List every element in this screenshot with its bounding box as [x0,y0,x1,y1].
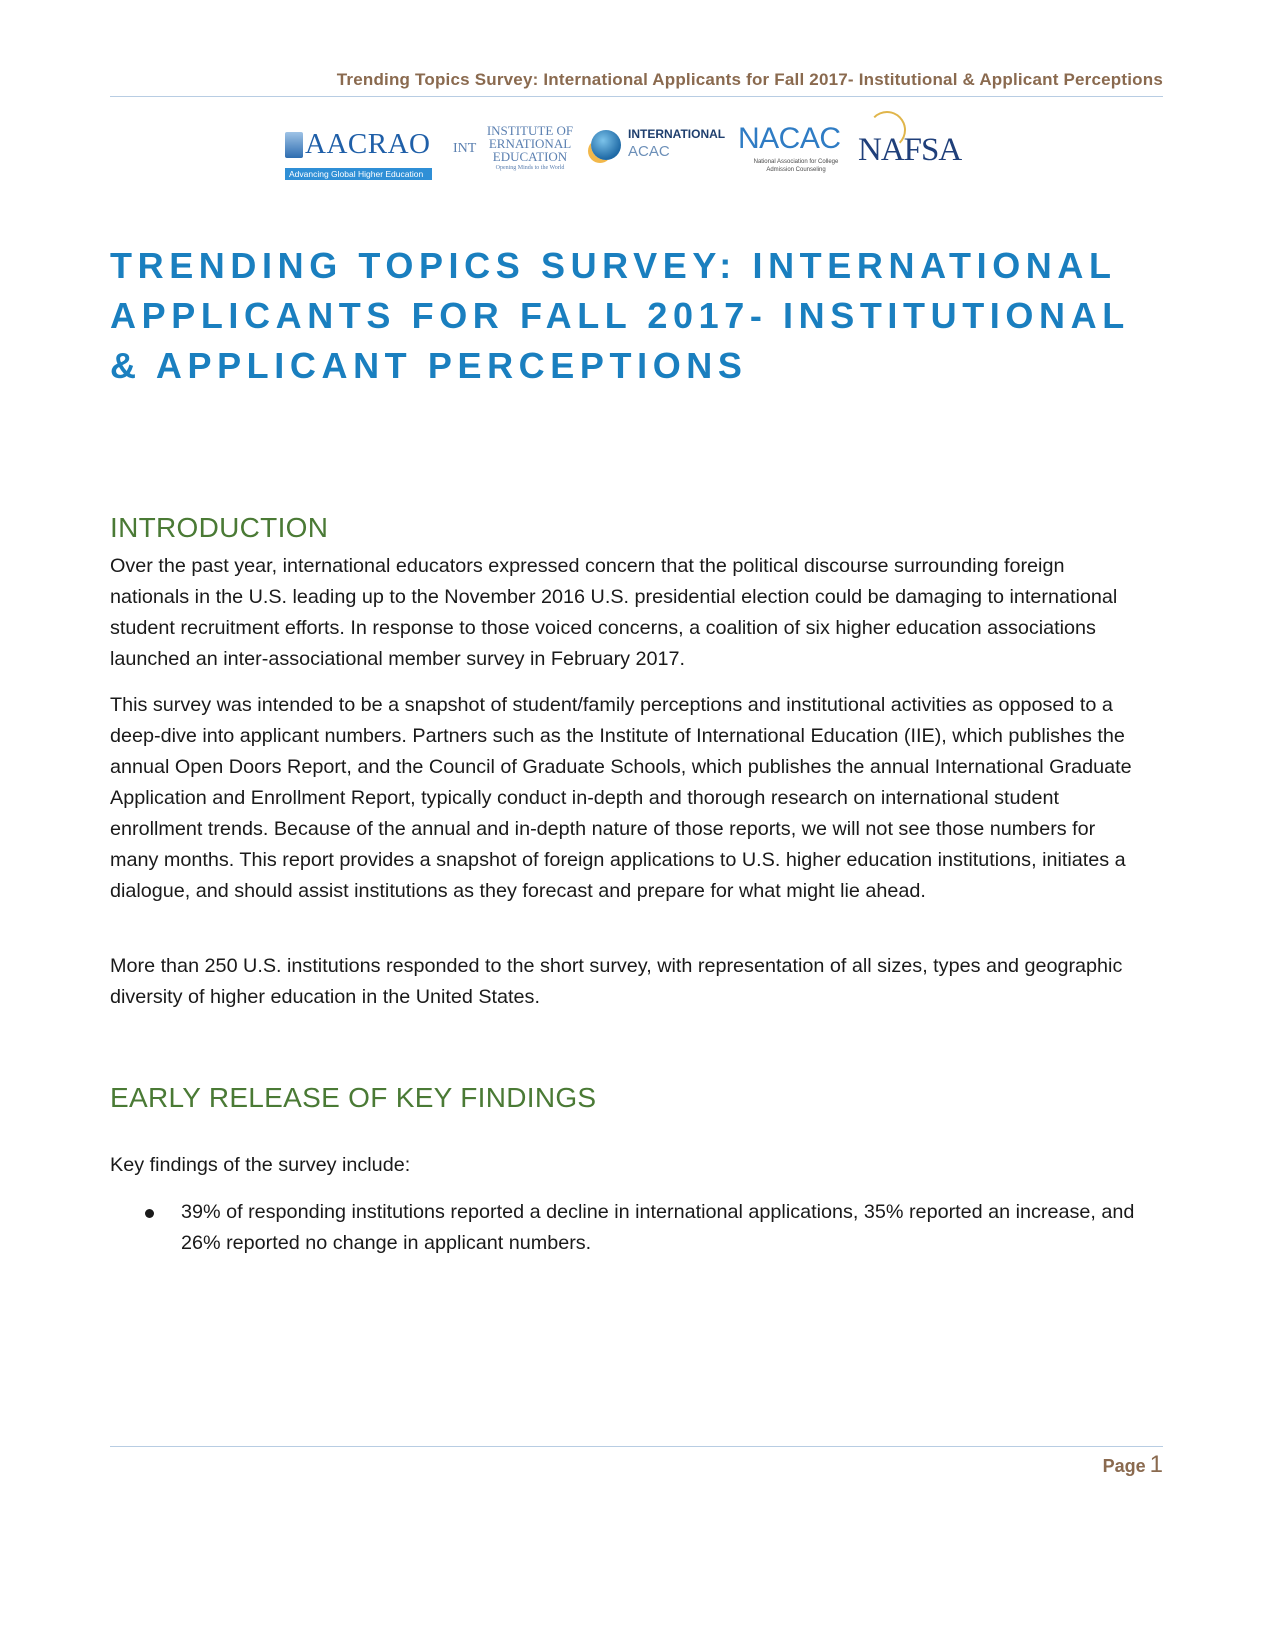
nacac-logo [736,120,851,190]
nacac-tagline: National Association for College Admission Counseling [753,159,839,173]
acac-logo-line2: ACAC [628,143,670,160]
international-acac-logo [588,120,726,190]
iie-logo [453,120,581,190]
aacrao-tagline: Advancing Global Higher Education [285,168,432,180]
running-header: Trending Topics Survey: International Applicants for Fall 2017- Institutional & Applicant Perceptions [110,70,1163,97]
nafsa-logo [858,120,968,190]
page-label: Page [1102,1456,1146,1476]
intro-paragraph-1: Over the past year, international educators expressed concern that the political discourse surrounding foreign nationals in the U.S. leading up to the November 2016 U.S. presidential election could be damaging to international student recruitment efforts. In response to those voiced concerns, a coalition of six higher education associations launched an inter-associational member survey in February 2017. [110,555,1118,670]
key-findings-heading: EARLY RELEASE OF KEY FINDINGS [110,1082,597,1113]
key-findings-intro: Key findings of the survey include: [110,1154,411,1176]
list-item [110,1197,1140,1259]
introduction-heading: INTRODUCTION [110,512,329,543]
bullet-icon [145,1209,154,1218]
iie-logo-line2: ERNATIONAL [488,136,572,151]
page-number [1103,1451,1163,1479]
iie-logo-line3: EDUCATION [492,149,568,164]
footer-divider [110,1446,1163,1447]
iie-logo-line1: INSTITUTE OF [486,123,574,138]
key-findings-list [110,1197,1140,1259]
aacrao-logo [283,120,438,190]
nafsa-logo-text: NAFSA [858,132,962,168]
nacac-logo-text: NACAC [738,122,841,155]
list-item-text: 39% of responding institutions reported a decline in international applications, 35% reported an increase, and 26% reported no change in applicant numbers. [181,1201,1135,1254]
iie-logo-prefix: INT [453,141,477,156]
iie-logo-tagline: Opening Minds to the World [495,165,565,171]
intro-paragraph-3: More than 250 U.S. institutions responded to the short survey, with representation of all sizes, types and geographic diversity of higher education in the United States. [110,955,1123,1008]
page-number-value: 1 [1149,1451,1163,1478]
document-title: TRENDING TOPICS SURVEY: INTERNATIONAL APPLICANTS FOR FALL 2017- INSTITUTIONAL & APPLICANT PERCEPTIONS [110,245,1130,386]
partner-logos [283,120,993,190]
intro-paragraph-2: This survey was intended to be a snapshot of student/family perceptions and institutional activities as opposed to a deep-dive into applicant numbers. Partners such as the Institute of International Education (IIE), which publishes the annual Open Doors Report, and the Council of Graduate Schools, which publishes the annual International Graduate Application and Enrollment Report, typically conduct in-depth and thorough research on international student enrollment trends. Because of the annual and in-depth nature of those reports, we will not see those numbers for many months. This report provides a snapshot of foreign applications to U.S. higher education institutions, initiates a dialogue, and should assist institutions as they forecast and prepare for what might lie ahead. [110,694,1132,902]
aacrao-mark-icon [285,132,303,158]
globe-icon [591,130,621,160]
aacrao-logo-text: AACRAO [305,128,431,160]
acac-logo-line1: INTERNATIONAL [628,127,726,141]
